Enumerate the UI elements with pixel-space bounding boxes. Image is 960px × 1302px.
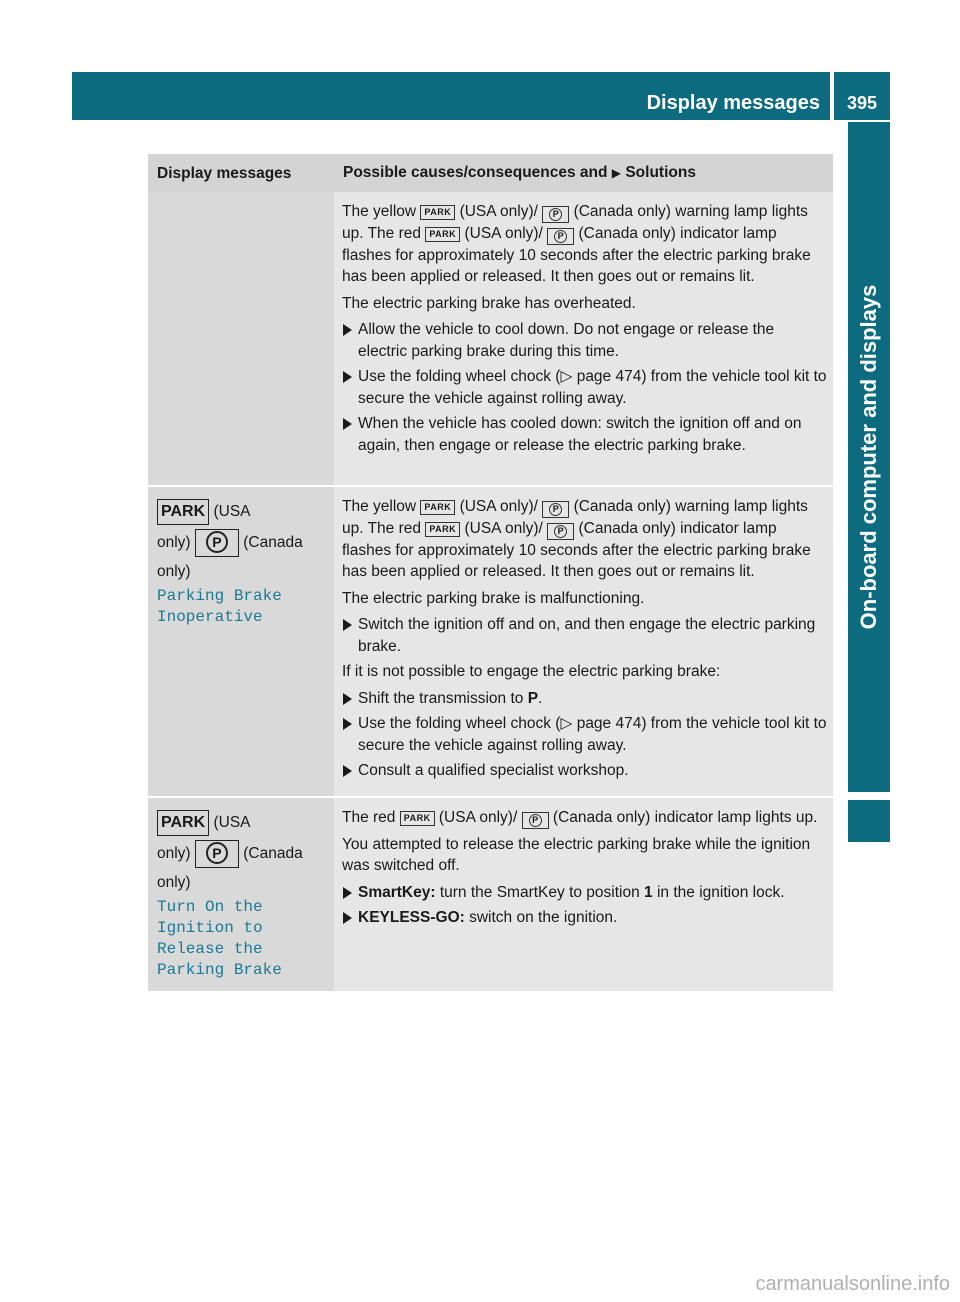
text: only) — [157, 562, 191, 580]
header-title: Display messages — [646, 92, 820, 114]
paragraph — [342, 496, 827, 583]
text: The yellow — [342, 497, 417, 515]
text: (Canada only) warning lamp lights up. The red — [342, 497, 808, 537]
instruction-bullet — [342, 907, 827, 929]
park-icon: PARK — [157, 499, 209, 525]
message-cell — [148, 486, 334, 797]
paragraph: If it is not possible to engage the electric parking brake: — [342, 663, 721, 680]
solution-cell — [334, 486, 833, 797]
message-cell — [148, 797, 334, 992]
text: (Canada only) indicator lamp flashes for approximately 10 seconds after the electric parking brake has been applied or released. It then goes out or remains lit. — [342, 224, 811, 285]
text: (USA only)/ — [459, 497, 538, 515]
text: . — [538, 689, 543, 707]
text: (USA only)/ — [464, 224, 543, 242]
text: The yellow — [342, 202, 417, 220]
text: only) — [157, 873, 191, 891]
parking-p-icon — [542, 501, 569, 518]
text: The red — [342, 808, 396, 826]
park-icon: PARK — [157, 810, 209, 836]
col2-header-prefix: Possible causes/consequences and — [343, 164, 608, 181]
text: switch on the ignition. — [469, 909, 618, 926]
display-message-text: Parking Brake Inoperative — [157, 587, 282, 626]
instruction-bullet — [342, 688, 827, 710]
col2-header-suffix: Solutions — [625, 164, 696, 181]
paragraph: The electric parking brake is malfunctioning. — [342, 589, 645, 607]
park-icon: PARK — [425, 522, 460, 537]
header-bar — [72, 72, 830, 120]
text: KEYLESS-GO: — [358, 909, 465, 926]
park-icon: PARK — [420, 205, 455, 220]
text: Shift the transmission to — [358, 689, 524, 707]
text: (Canada — [243, 844, 303, 862]
parking-p-glyph: P — [549, 208, 562, 221]
park-icon: PARK — [420, 500, 455, 515]
parking-p-icon — [547, 523, 574, 540]
side-tab-label: On-board computer and displays — [856, 284, 881, 630]
parking-p-glyph: P — [206, 842, 228, 864]
text: SmartKey: — [358, 883, 436, 901]
footer-watermark: carmanualsonline.info — [755, 1273, 950, 1295]
text: (USA — [213, 502, 251, 520]
page-number-box — [834, 72, 890, 120]
parking-p-glyph: P — [206, 531, 228, 553]
text: (USA — [213, 813, 251, 831]
instruction-bullet: Switch the ignition off and on, and then engage the electric parking brake. — [342, 614, 827, 657]
instruction-bullet: Use the folding wheel chock (▷ page 474) from the vehicle tool kit to secure the vehicle against rolling away. — [342, 366, 827, 409]
text: 1 — [644, 883, 653, 901]
text: only) — [157, 533, 191, 551]
parking-p-icon — [195, 529, 239, 557]
text: in the ignition lock. — [656, 883, 785, 901]
park-icon: PARK — [425, 227, 460, 242]
instruction-bullet: Consult a qualified specialist workshop. — [342, 760, 827, 782]
message-indicator-line — [157, 529, 326, 557]
message-indicator-line — [157, 499, 326, 525]
arrow-right-icon: ▶ — [611, 166, 622, 180]
paragraph: You attempted to release the electric parking brake while the ignition was switched off. — [342, 835, 811, 874]
parking-p-glyph: P — [529, 814, 542, 827]
table-row — [148, 797, 833, 992]
text: (Canada only) warning lamp lights up. The red — [342, 202, 808, 242]
text: (Canada only) indicator lamp flashes for approximately 10 seconds after the electric parking brake has been applied or released. It then goes out or remains lit. — [342, 519, 811, 580]
solution-cell — [334, 192, 833, 486]
text: (Canada only) indicator lamp lights up. — [552, 808, 818, 826]
text: (USA only)/ — [464, 519, 543, 537]
solution-cell — [334, 797, 833, 992]
table-row — [148, 192, 833, 486]
paragraph: The electric parking brake has overheated. — [342, 294, 636, 312]
parking-p-icon — [522, 812, 549, 829]
text: only) — [157, 844, 191, 862]
text: (USA only)/ — [438, 808, 518, 826]
parking-p-icon — [542, 206, 569, 223]
page-number: 395 — [846, 93, 878, 113]
instruction-bullet: Use the folding wheel chock (▷ page 474) from the vehicle tool kit to secure the vehicle against rolling away. — [342, 713, 827, 756]
text: (Canada — [243, 533, 303, 551]
col2-header — [334, 154, 833, 192]
paragraph — [342, 201, 827, 288]
park-icon: PARK — [400, 811, 435, 826]
paragraph — [342, 807, 827, 829]
display-message-text: Turn On the Ignition to Release the Parking Brake — [157, 898, 282, 979]
parking-p-icon — [547, 228, 574, 245]
message-indicator-line — [157, 810, 326, 836]
text: (USA only)/ — [459, 202, 538, 220]
parking-p-glyph: P — [549, 503, 562, 516]
side-tab-label-wrap — [848, 122, 890, 792]
instruction-bullet — [342, 882, 827, 904]
table-header-row — [148, 154, 833, 192]
col1-header: Display messages — [148, 154, 334, 192]
display-messages-table — [148, 154, 833, 991]
parking-p-glyph: P — [554, 230, 567, 243]
instruction-bullet: When the vehicle has cooled down: switch the ignition off and on again, then engage or release the electric parking brake. — [342, 413, 827, 456]
message-indicator-line — [157, 840, 326, 868]
text: P — [527, 689, 539, 707]
message-cell — [148, 192, 334, 486]
text: turn the SmartKey to position — [439, 883, 640, 901]
instruction-bullet: Allow the vehicle to cool down. Do not engage or release the electric parking brake during this time. — [342, 319, 827, 362]
parking-p-glyph: P — [554, 525, 567, 538]
parking-p-icon — [195, 840, 239, 868]
table-row — [148, 486, 833, 797]
side-tab-square — [848, 800, 890, 842]
